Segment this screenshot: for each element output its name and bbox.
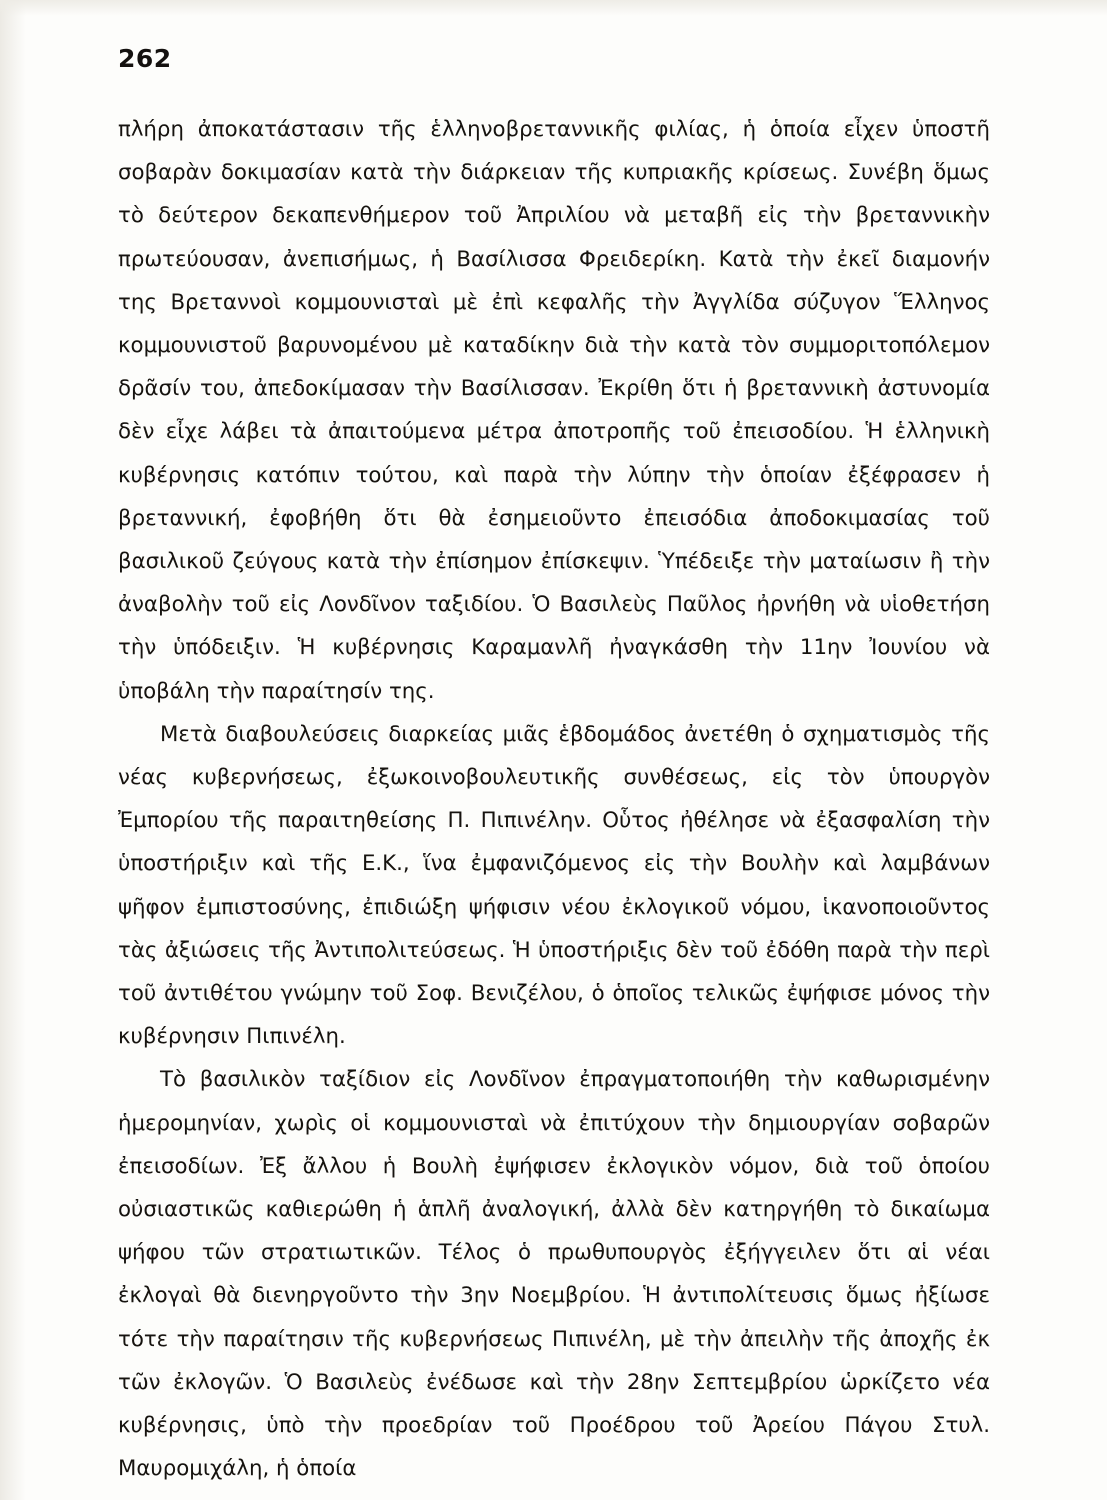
body-text [118, 108, 990, 1491]
paragraph: πλήρη ἀποκατάστασιν τῆς ἑλληνοβρεταννικῆς φιλίας, ἡ ὁποία εἶχεν ὑποστῆ σοβαρὰν δοκιμασίαν κατὰ τὴν διάρκειαν τῆς κυπριακῆς κρίσεως. Συνέβη ὅμως τὸ δεύτερον δεκαπενθήμερον τοῦ Ἀπριλίου νὰ μεταβῆ εἰς τὴν βρεταννικὴν πρωτεύουσαν, ἀνεπισήμως, ἡ Βασίλισσα Φρειδερίκη. Κατὰ τὴν ἐκεῖ διαμονήν της Βρεταννοὶ κομμουνισταὶ μὲ ἐπὶ κεφαλῆς τὴν Ἀγγλίδα σύζυγον Ἕλληνος κομμουνιστοῦ βαρυνομένου μὲ καταδίκην διὰ τὴν κατὰ τὸν συμμοριτοπόλεμον δρᾶσίν του, ἀπεδοκίμασαν τὴν Βασίλισσαν. Ἐκρίθη ὅτι ἡ βρεταννικὴ ἀστυνομία δὲν εἶχε λάβει τὰ ἀπαιτούμενα μέτρα ἀποτροπῆς τοῦ ἐπεισοδίου. Ἡ ἑλληνικὴ κυβέρνησις κατόπιν τούτου, καὶ παρὰ τὴν λύπην τὴν ὁποίαν ἐξέφρασεν ἡ βρεταννική, ἐφοβήθη ὅτι θὰ ἐσημειοῦντο ἐπεισόδια ἀποδοκιμασίας τοῦ βασιλικοῦ ζεύγους κατὰ τὴν ἐπίσημον ἐπίσκεψιν. Ὑπέδειξε τὴν ματαίωσιν ἢ τὴν ἀναβολὴν τοῦ εἰς Λονδῖνον ταξιδίου. Ὁ Βασιλεὺς Παῦλος ἠρνήθη νὰ υἱοθετήση τὴν ὑπόδειξιν. Ἡ κυβέρνησις Καραμανλῆ ἠναγκάσθη τὴν 11ην Ἰουνίου νὰ ὑποβάλη τὴν παραίτησίν της. [118, 117, 990, 704]
page-edge-shading-top [0, 0, 1107, 16]
page-number: 262 [118, 44, 172, 73]
paragraph: Τὸ βασιλικὸν ταξίδιον εἰς Λονδῖνον ἐπραγματοποιήθη τὴν καθωρισμένην ἡμερομηνίαν, χωρὶς οἱ κομμουνισταὶ νὰ ἐπιτύχουν τὴν δημιουργίαν σοβαρῶν ἐπεισοδίων. Ἐξ ἄλλου ἡ Βουλὴ ἐψήφισεν ἐκλογικὸν νόμον, διὰ τοῦ ὁποίου οὐσιαστικῶς καθιερώθη ἡ ἁπλῆ ἀναλογική, ἀλλὰ δὲν κατηργήθη τὸ δικαίωμα ψήφου τῶν στρατιωτικῶν. Τέλος ὁ πρωθυπουργὸς ἐξήγγειλεν ὅτι αἱ νέαι ἐκλογαὶ θὰ διενηργοῦντο τὴν 3ην Νοεμβρίου. Ἡ ἀντιπολίτευσις ὅμως ἠξίωσε τότε τὴν παραίτησιν τῆς κυβερνήσεως Πιπινέλη, μὲ τὴν ἀπειλὴν τῆς ἀποχῆς ἐκ τῶν ἐκλογῶν. Ὁ Βασιλεὺς ἐνέδωσε καὶ τὴν 28ην Σεπτεμβρίου ὡρκίζετο νέα κυβέρνησις, ὑπὸ τὴν προεδρίαν τοῦ Προέδρου τοῦ Ἀρείου Πάγου Στυλ. Μαυρομιχάλη, ἡ ὁποία [118, 1067, 990, 1482]
paragraph: Μετὰ διαβουλεύσεις διαρκείας μιᾶς ἑβδομάδος ἀνετέθη ὁ σχηματισμὸς τῆς νέας κυβερνήσεως, ἐξωκοινοβουλευτικῆς συνθέσεως, εἰς τὸν ὑπουργὸν Ἐμπορίου τῆς παραιτηθείσης Π. Πιπινέλην. Οὗτος ἠθέλησε νὰ ἐξασφαλίση τὴν ὑποστήριξιν καὶ τῆς Ε.Κ., ἵνα ἐμφανιζόμενος εἰς τὴν Βουλὴν καὶ λαμβάνων ψῆφον ἐμπιστοσύνης, ἐπιδιώξη ψήφισιν νέου ἐκλογικοῦ νόμου, ἱκανοποιοῦντος τὰς ἀξιώσεις τῆς Ἀντιπολιτεύσεως. Ἡ ὑποστήριξις δὲν τοῦ ἐδόθη παρὰ τὴν περὶ τοῦ ἀντιθέτου γνώμην τοῦ Σοφ. Βενιζέλου, ὁ ὁποῖος τελικῶς ἐψήφισε μόνος τὴν κυβέρνησιν Πιπινέλη. [118, 721, 990, 1050]
page-edge-shading-left [0, 0, 26, 1500]
